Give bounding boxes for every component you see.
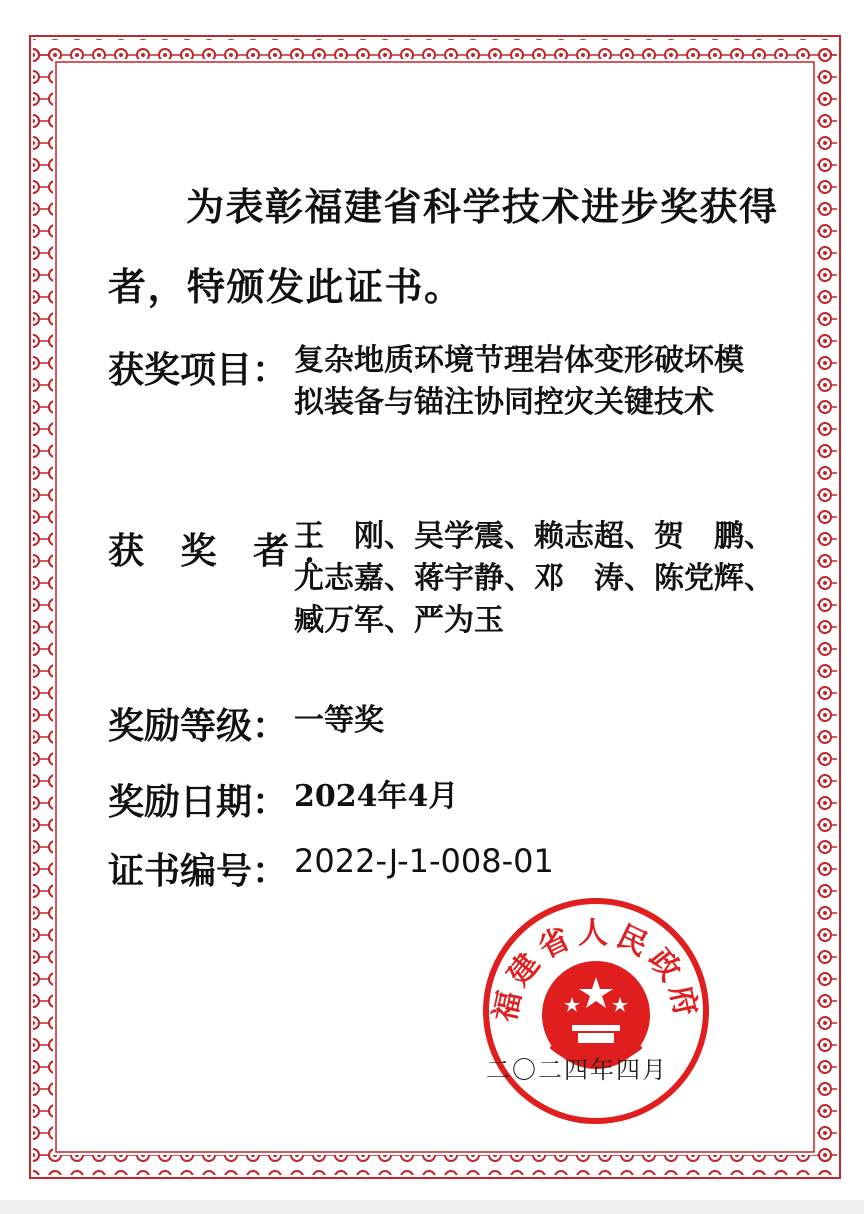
award-date-value: 2024年4月 (294, 779, 459, 814)
project-value (294, 340, 744, 424)
bottom-strip (0, 1200, 864, 1214)
seal-text: 福建省人民政府 (487, 916, 705, 1026)
intro-line-1: 为表彰福建省科学技术进步奖获得 (186, 184, 779, 229)
award-level-value: 一等奖 (294, 703, 384, 738)
winners-label: 获 奖 者： (108, 530, 350, 572)
award-level-label: 奖励等级： (108, 705, 289, 747)
project-label: 获奖项目： (108, 349, 289, 391)
certificate-number-label: 证书编号： (108, 850, 289, 892)
certificate-number-value: 2022-J-1-008-01 (294, 842, 554, 880)
award-date-label: 奖励日期： (108, 781, 289, 823)
intro-line-2: 者，特颁发此证书。 (108, 264, 464, 309)
official-seal (480, 895, 712, 1127)
project-value-line-2: 拟装备与锚注协同控灾关键技术 (294, 385, 714, 420)
project-value-line-1: 复杂地质环境节理岩体变形破坏模 (294, 343, 744, 378)
winners-line-1: 王 刚、吴学震、赖志超、贺 鹏、 (294, 519, 774, 554)
winners-value (294, 516, 774, 642)
seal-date: 二〇二四年四月 (486, 1056, 668, 1084)
winners-line-3: 臧万军、严为玉 (294, 603, 504, 638)
winners-line-2: 尤志嘉、蒋宇静、邓 涛、陈党辉、 (294, 561, 774, 596)
